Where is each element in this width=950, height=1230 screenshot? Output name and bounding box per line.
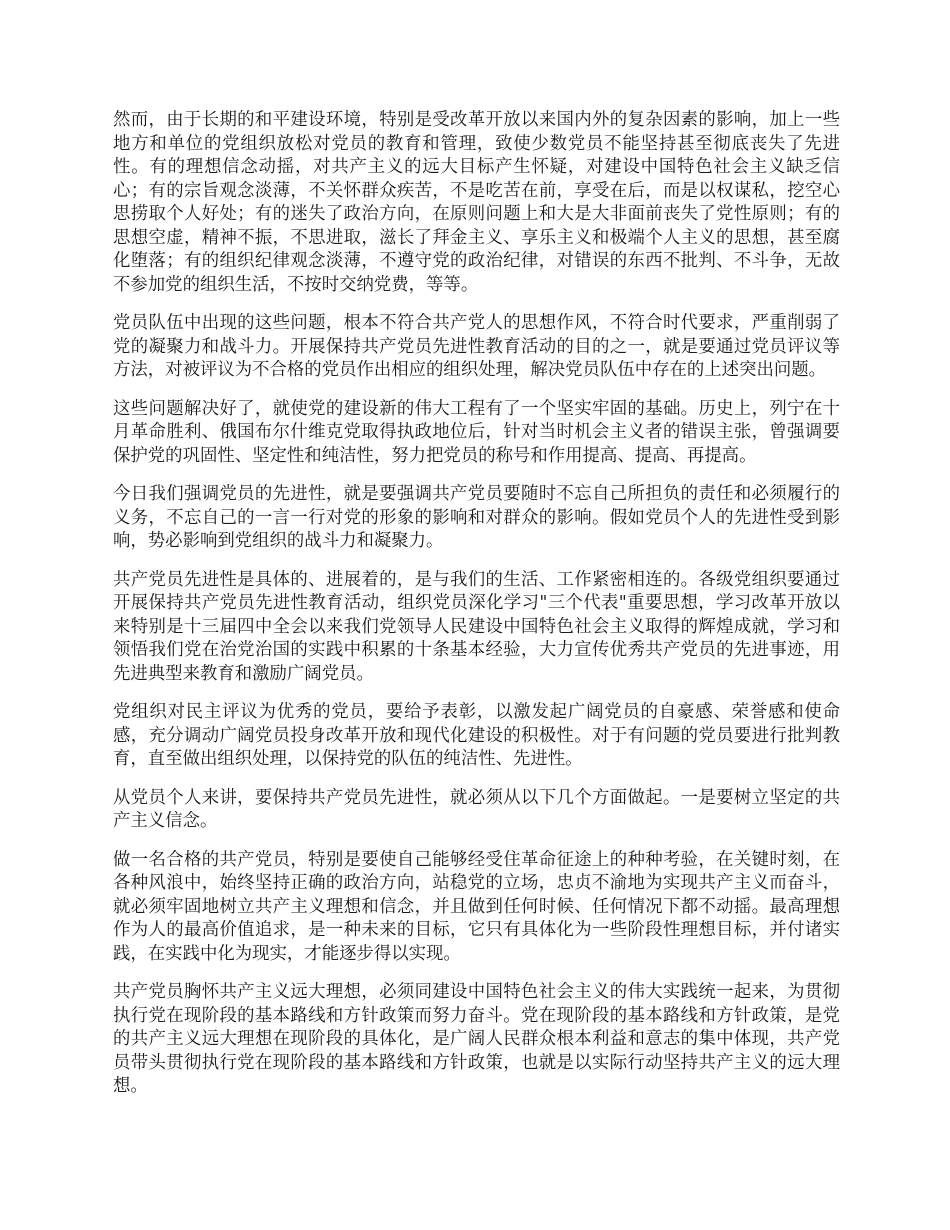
paragraph: 党员队伍中出现的这些问题，根本不符合共产党人的思想作风，不符合时代要求，严重削弱了党的凝聚力和战斗力。开展保持共产党员先进性教育活动的目的之一，就是要通过党员评议等方法，对被评议为不合格的党员作出相应的组织处理，解决党员队伍中存在的上述突出问题。 bbox=[113, 313, 840, 380]
paragraph: 然而，由于长期的和平建设环境，特别是受改革开放以来国内外的复杂因素的影响，加上一些地方和单位的党组织放松对党员的教育和管理，致使少数党员不能坚持甚至彻底丧失了先进性。有的理想信念动摇，对共产主义的远大目标产生怀疑，对建设中国特色社会主义缺乏信心；有的宗旨观念淡薄，不关怀群众疾苦，不是吃苦在前，享受在后，而是以权谋私，挖空心思捞取个人好处；有的迷失了政治方向，在原则问题上和大是大非面前丧失了党性原则；有的思想空虚，精神不振，不思进取，滋长了拜金主义、享乐主义和极端个人主义的思想，甚至腐化堕落；有的组织纪律观念淡薄，不遵守党的政治纪律，对错误的东西不批判、不斗争，无故不参加党的组织生活，不按时交纳党费，等等。 bbox=[113, 110, 840, 295]
document-body bbox=[113, 109, 840, 1114]
paragraph: 党组织对民主评议为优秀的党员，要给予表彰，以激发起广阔党员的自豪感、荣誉感和使命感，充分调动广阔党员投身改革开放和现代化建设的积极性。对于有问题的党员要进行批判教育，直至做出组织处理，以保持党的队伍的纯洁性、先进性。 bbox=[113, 702, 840, 769]
paragraph: 共产党员胸怀共产主义远大理想，必须同建设中国特色社会主义的伟大实践统一起来，为贯彻执行党在现阶段的基本路线和方针政策而努力奋斗。党在现阶段的基本路线和方针政策，是党的共产主义远大理想在现阶段的具体化，是广阔人民群众根本利益和意志的集中体现，共产党员带头贯彻执行党在现阶段的基本路线和方针政策，也就是以实际行动坚持共产主义的远大理想。 bbox=[113, 982, 840, 1096]
paragraph: 做一名合格的共产党员，特别是要使自己能够经受住革命征途上的种种考验，在关键时刻，在各种风浪中，始终坚持正确的政治方向，站稳党的立场，忠贞不渝地为实现共产主义而奋斗，就必须牢固地树立共产主义理想和信念，并且做到任何时候、任何情况下都不动摇。最高理想作为人的最高价值追求，是一种未来的目标，它只有具体化为一些阶段性理想目标，并付诸实践，在实践中化为现实，才能逐步得以实现。 bbox=[113, 849, 840, 964]
paragraph: 这些问题解决好了，就使党的建设新的伟大工程有了一个坚实牢固的基础。历史上，列宁在十月革命胜利、俄国布尔什维克党取得执政地位后，针对当时机会主义者的错误主张，曾强调要保护党的巩固性、坚定性和纯洁性，努力把党员的称号和作用提高、提高、再提高。 bbox=[113, 398, 840, 466]
paragraph: 共产党员先进性是具体的、进展着的，是与我们的生活、工作紧密相连的。各级党组织要通过开展保持共产党员先进性教育活动，组织党员深化学习"三个代表"重要思想，学习改革开放以来特别是十三届四中全会以来我们党领导人民建设中国特色社会主义取得的辉煌成就，学习和领悟我们党在治党治国的实践中积累的十条基本经验，大力宣传优秀共产党员的先进事迹，用先进典型来教育和激励广阔党员。 bbox=[113, 569, 840, 684]
paragraph: 从党员个人来讲，要保持共产党员先进性，就必须从以下几个方面做起。一是要树立坚定的共产主义信念。 bbox=[113, 787, 840, 831]
paragraph: 今日我们强调党员的先进性，就是要强调共产党员要随时不忘自己所担负的责任和必须履行的义务，不忘自己的一言一行对党的形象的影响和对群众的影响。假如党员个人的先进性受到影响，势必影响到党组织的战斗力和凝聚力。 bbox=[113, 484, 840, 551]
